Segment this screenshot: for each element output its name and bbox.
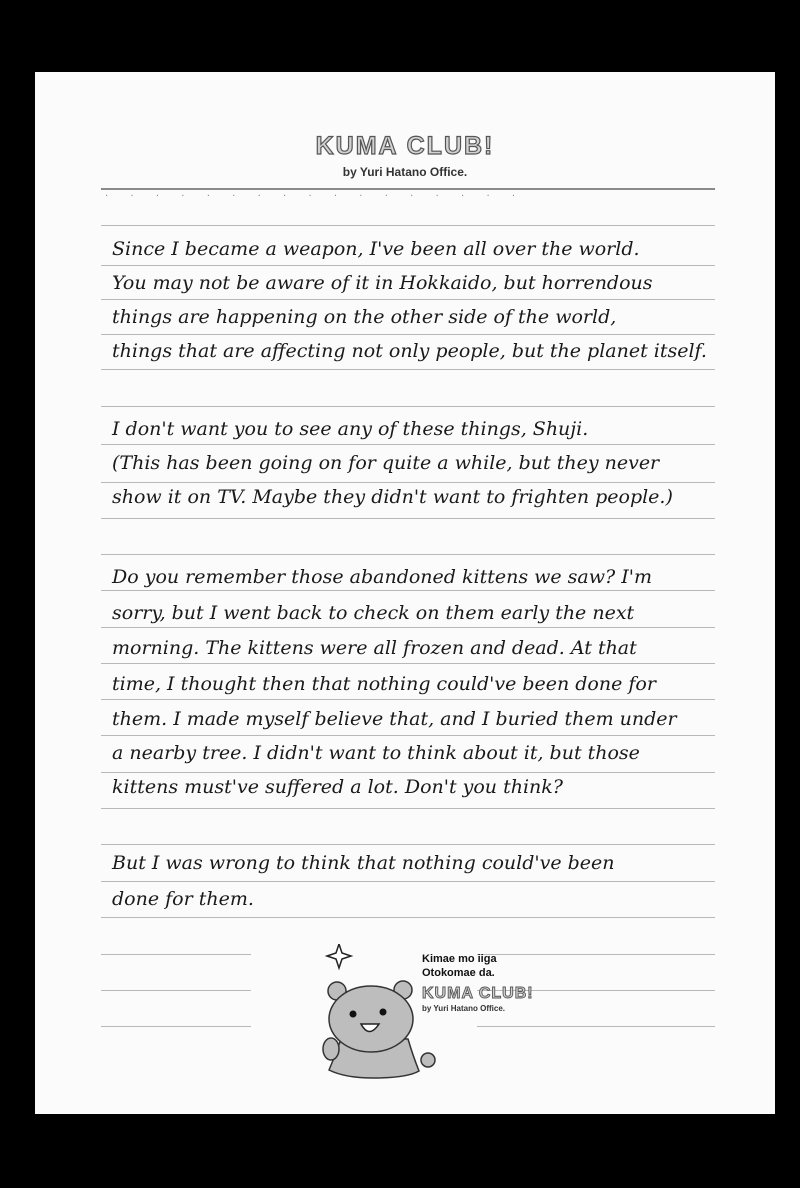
- promo-title: KUMA CLUB!: [422, 985, 534, 1002]
- letter-line: Do you remember those abandoned kittens we saw? I'm: [112, 566, 652, 588]
- promo-subtitle: by Yuri Hatano Office.: [422, 1004, 505, 1013]
- ruled-line: [101, 954, 251, 955]
- ruled-line: [101, 808, 715, 809]
- ruled-line: [477, 954, 715, 955]
- ruled-line: [101, 518, 715, 519]
- letter-line: sorry, but I went back to check on them early the next: [112, 602, 635, 624]
- ruled-line: [101, 334, 715, 335]
- ruled-line: [101, 699, 715, 700]
- ruled-line: [101, 406, 715, 407]
- promo-line-2: Otokomae da.: [422, 967, 495, 979]
- decorative-dot-row: · · · · · · · · · · · · · · · · ·: [105, 191, 516, 202]
- letter-line: You may not be aware of it in Hokkaido, but horrendous: [112, 272, 653, 294]
- promo-tagline: [422, 952, 497, 980]
- letter-line: them. I made myself believe that, and I buried them under: [112, 708, 677, 730]
- letter-line: show it on TV. Maybe they didn't want to frighten people.): [112, 486, 673, 508]
- letter-paper: [35, 72, 775, 1114]
- letter-line: things are happening on the other side of the world,: [112, 306, 617, 328]
- ruled-line: [101, 188, 715, 190]
- promo-line-1: Kimae mo iiga: [422, 953, 497, 965]
- ruled-line: [101, 735, 715, 736]
- ruled-line: [101, 299, 715, 300]
- ruled-line: [477, 917, 715, 918]
- ruled-line: [101, 265, 715, 266]
- ruled-line: [101, 772, 715, 773]
- ruled-line: [101, 1026, 251, 1027]
- letter-line: things that are affecting not only people, but the planet itself.: [112, 340, 707, 362]
- ruled-line: [101, 990, 251, 991]
- letter-line: a nearby tree. I didn't want to think about it, but those: [112, 742, 640, 764]
- ruled-line: [101, 554, 715, 555]
- letter-line: kittens must've suffered a lot. Don't you think?: [112, 776, 563, 798]
- letter-line: (This has been going on for quite a while, but they never: [112, 452, 660, 474]
- ruled-line: [101, 369, 715, 370]
- ruled-line: [101, 663, 715, 664]
- ruled-line: [101, 482, 715, 483]
- ruled-line: [101, 627, 715, 628]
- letter-line: But I was wrong to think that nothing could've been: [112, 852, 615, 874]
- ruled-line: [101, 844, 715, 845]
- letter-line: I don't want you to see any of these things, Shuji.: [112, 418, 589, 440]
- page-subtitle: by Yuri Hatano Office.: [342, 165, 468, 179]
- letter-line: done for them.: [112, 888, 254, 910]
- letter-line: morning. The kittens were all frozen and dead. At that: [112, 637, 637, 659]
- letter-line: time, I thought then that nothing could've been done for: [112, 673, 656, 695]
- page-title: KUMA CLUB!: [315, 132, 495, 160]
- ruled-line: [101, 444, 715, 445]
- letter-line: Since I became a weapon, I've been all over the world.: [112, 238, 640, 260]
- ruled-line: [101, 881, 715, 882]
- ruled-line: [101, 590, 715, 591]
- ruled-line: [101, 225, 715, 226]
- ruled-line: [477, 1026, 715, 1027]
